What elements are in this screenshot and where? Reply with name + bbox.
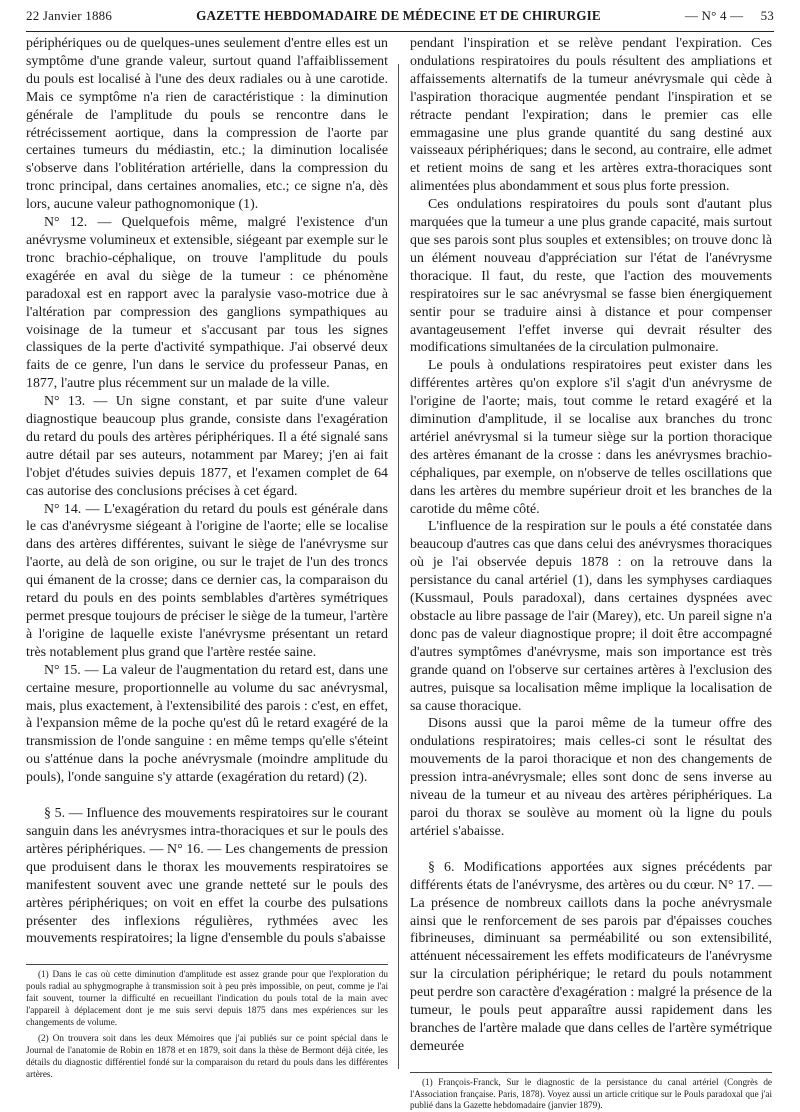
paragraph-n12: N° 12. — Quelquefois même, malgré l'existence d'un anévrysme volumineux et extensible, siégeant par exemple sur le tronc brachio-céphalique, on trouve l'amplitude du pouls exagérée en aval du siège de la tumeur : ce phénomène paradoxal est en rapport avec la paralysie vaso-motrice due à l'altération par compression des ganglions sympathiques au voisinage de la tumeur et s'accusant par tous les signes classiques de la perte d'activité sympathique. J'ai observé deux faits de ce genre, l'un dans le service du professeur Panas, en 1877, l'autre plus récemment sur un malade de la ville. <box>26 215 388 392</box>
header-date: 22 Janvier 1886 <box>26 8 113 23</box>
paragraph: Disons aussi que la paroi même de la tumeur offre des ondulations respiratoires; mais celles-ci sont le résultat des mouvements de la paroi thoracique et non des changements de pression intra-anévrysmale; elles sont donc de sens inverse au niveau de la tumeur et au niveau des artères périphériques. La paroi du thorax se soulève au moment où la ligne du pouls artériel s'abaisse. <box>410 716 772 839</box>
column-separator <box>398 64 399 1069</box>
paragraph-n14: N° 14. — L'exagération du retard du pouls est générale dans le cas d'anévrysme siégeant à l'origine de l'aorte; elle se localise dans des artères différentes, suivant le siège de l'anévrysme sur l'aorte, au delà de son origine, ou sur le trajet de l'un des troncs qui émanent de la crosse; dans ce dernier cas, la comparaison du retard du pouls en des points semblables d'artères symétriques permet presque toujours de préciser le siège de la tumeur, l'artère à l'origine de laquelle existe l'anévrysme présentant un retard très notablement plus grand que l'artère restée saine. <box>26 501 388 660</box>
footnote-1: (1) Dans le cas où cette diminution d'amplitude est assez grande pour que l'exploration du pouls radial au sphygmographe à transmission soit à peu près impossible, on peut, comme je l'ai fait souvent, tourner la difficulté en recueillant l'indication du pouls total de la main avec l'appareil à déplacement dont je me suis servi depuis 1875 dans mes expériences sur les changements de volume. <box>26 969 388 1027</box>
section-6-heading: § 6. Modifications apportées aux signes précédents par différents états de l'anévrysme, des artères ou du cœur. N° 17. — La présence de nombreux caillots dans la poche anévrysmale ainsi que le renforcement de ses parois par d'épaisses couches fibrineuses, diminuant sa perméabilité ou son extensibilité, atténuent nécessairement les effets modificateurs de l'anévrysme sur la circulation périphérique; le retard du pouls notamment peut perdre son caractère d'exagération : malgré la présence de la tumeur, le pouls peut apparaître aussi rapidement dans les branches de l'artère malade que dans celles de l'artère symétrique demeurée <box>410 859 772 1054</box>
paragraph-n15: N° 15. — La valeur de l'augmentation du retard est, dans une certaine mesure, proportionnelle au volume du sac anévrysmal, mais, plus exactement, à l'extensibilité des parois : c'est, en effet, à l'expansion même de la poche qu'est dû le retard exagéré de la transmission de l'onde sanguine : en même temps qu'elle s'éteint ou s'atténue dans la poche anévrysmale (moindre amplitude du pouls), l'onde sanguine s'y attarde (exagération du retard) (2). <box>26 662 388 786</box>
paragraph-n13: N° 13. — Un signe constant, et par suite d'une valeur diagnostique beaucoup plus grande, consiste dans l'exagération du retard du pouls des artères périphériques. Il a été signalé sans autre détail par ses auteurs, notamment par Marey; j'en ai fait l'objet d'études suivies depuis 1877, et l'examen complet de 64 cas autorise des conclusions précises à cet égard. <box>26 394 388 499</box>
footnote-2: (2) On trouvera soit dans les deux Mémoires que j'ai publiés sur ce point spécial dans le Journal de l'anatomie de Robin en 1878 et en 1879, soit dans la thèse de Bermont déjà citée, les détails du diagnostic différentiel fondé sur la comparaison du retard du pouls dans les différentes artères. <box>26 1033 388 1079</box>
paragraph: Ces ondulations respiratoires du pouls sont d'autant plus marquées que la tumeur a une plus grande capacité, mais surtout que ses parois sont plus souples et extensibles; on trouve donc là un élément nouveau d'appréciation sur l'état de l'anévrysme thoracique. Il faut, du reste, que l'action des mouvements respiratoires sur le sac anévrysmal se fasse bien énergiquement sentir pour se traduire ainsi à distance et pour compenser avantageusement l'effet inverse qui devrait résulter des modifications simultanées de la circulation pulmonaire. <box>410 197 772 356</box>
left-column <box>26 35 388 1080</box>
journal-title: GAZETTE HEBDOMADAIRE DE MÉDECINE ET DE CHIRURGIE <box>196 8 601 23</box>
section-5-heading: § 5. — Influence des mouvements respiratoires sur le courant sanguin dans les anévrysmes intra-thoraciques et sur le pouls des artères périphériques. — N° 16. — Les changements de pression que produisent dans le thorax les mouvements respiratoires se manifestent souvent avec une grande netteté sur le pouls des artères périphériques; on voit en effet la courbe des pulsations présenter des inflexions régulières, rythmées avec les mouvements respiratoires; la ligne d'ensemble du pouls s'abaisse <box>26 806 388 947</box>
running-header <box>26 8 774 30</box>
footnote-1: (1) François-Franck, Sur le diagnostic de la persistance du canal artériel (Congrès de l'Association française. Paris, 1878). Voyez aussi un article critique sur le Pouls paradoxal que j'ai publié dans la Gazette hebdomadaire (janvier 1879). <box>410 1076 772 1111</box>
issue-number: — N° 4 — <box>684 8 744 23</box>
paragraph: périphériques ou de quelques-unes seulement d'entre elles est un symptôme d'une grande valeur, surtout quand l'affaiblissement du pouls est localisé à l'une des deux radiales ou à une carotide. Mais ce symptôme n'a rien de caractéristique : la diminution générale de l'amplitude du pouls se rencontre dans le rétrécissement aortique, dans la compression de l'aorte par certaines tumeurs du médiastin, etc.; la diminution localisée s'observe dans l'oblitération artérielle, dans la compression du tronc principal, dans certaines anomalies, etc.; ce signe n'a, dès lors, aucune valeur pathognomonique (1). <box>26 36 388 213</box>
header-rule <box>26 31 774 32</box>
footnote-rule <box>26 964 388 965</box>
right-column <box>410 35 772 1112</box>
footnote-rule <box>410 1072 772 1073</box>
header-issue-page <box>685 8 774 24</box>
paragraph: pendant l'inspiration et se relève pendant l'expiration. Ces ondulations respiratoires du pouls résultent des ampliations et affaissements alternatifs de la tumeur anévrysmale qui cède à l'aspiration thoracique augmentée pendant l'inspiration et se rétracte pendant l'expiration; dans le premier cas elle emmagasine une plus grande quantité du sang destiné aux vaisseaux périphériques; dans le second, au contraire, elle admet et retient moins de sang et les artères extra-thoraciques sont alimentées plus abondamment et sous plus forte pression. <box>410 36 772 195</box>
page-number: 53 <box>760 8 774 23</box>
paragraph: L'influence de la respiration sur le pouls a été constatée dans beaucoup d'autres cas que dans celui des anévrysmes thoraciques où je l'ai observée depuis 1878 : on la retrouve dans la persistance du canal artériel (1), dans les symphyses cardiaques (Kussmaul, Pouls paradoxal), dans certaines dyspnées avec obstacle au libre passage de l'air (Marey), etc. Un pareil signe n'a donc pas de valeur diagnostique propre; il doit être accompagné d'autres symptômes d'anévrysme, mais son importance est très grande quand on l'observe sur certaines artères à l'exclusion des autres, puisque sa localisation même implique la localisation de sa cause thoracique. <box>410 519 772 714</box>
paragraph: Le pouls à ondulations respiratoires peut exister dans les différentes artères qu'on explore s'il s'agit d'un anévrysme de l'origine de l'aorte; mais, tout comme le retard exagéré et la diminution d'amplitude, il se localise aux branches du tronc artériel anévrysmal si la tumeur siège sur la portion thoracique des artères émanant de la crosse : dans les anévrysmes brachio-céphaliques, par exemple, on n'observe de telles oscillations que dans les artères du membre supérieur droit et les branches de la carotide du même côté. <box>410 358 772 517</box>
